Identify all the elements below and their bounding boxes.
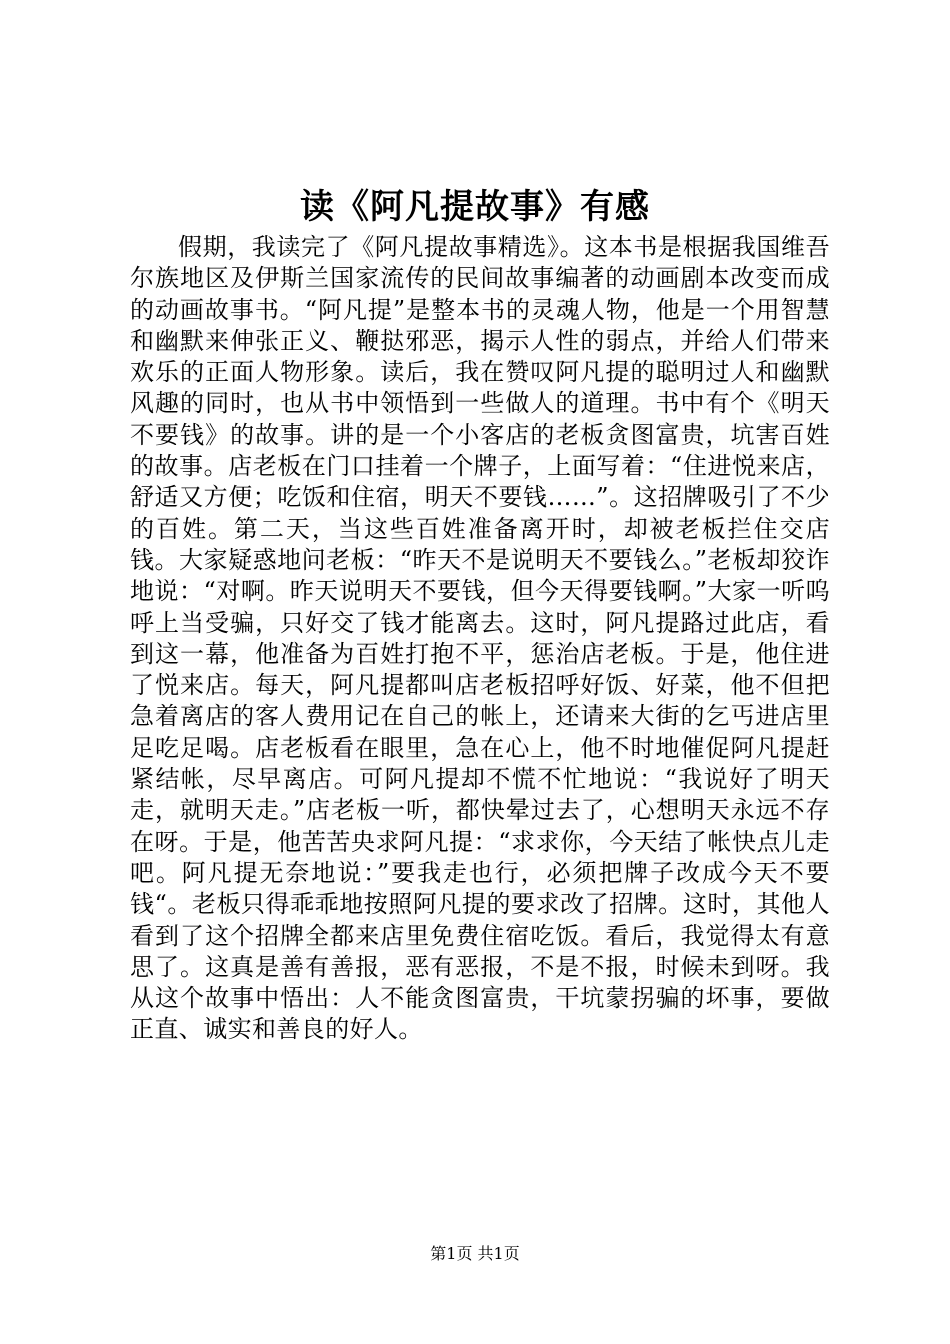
page-footer: 第1页 共1页: [430, 1244, 520, 1263]
document-body-paragraph: 假期，我读完了《阿凡提故事精选》。这本书是根据我国维吾尔族地区及伊斯兰国家流传的民间故事编著的动画剧本改变而成的动画故事书。“阿凡提”是整本书的灵魂人物，他是一个用智慧和幽默来伸张正义、鞭挞邪恶，揭示人性的弱点，并给人们带来欢乐的正面人物形象。读后，我在赞叹阿凡提的聪明过人和幽默风趣的同时，也从书中领悟到一些做人的道理。书中有个《明天不要钱》的故事。讲的是一个小客店的老板贪图富贵，坑害百姓的故事。店老板在门口挂着一个牌子，上面写着：“住进悦来店，舒适又方便；吃饭和住宿，明天不要钱……”。这招牌吸引了不少的百姓。第二天，当这些百姓准备离开时，却被老板拦住交店钱。大家疑惑地问老板：“昨天不是说明天不要钱么。”老板却狡诈地说：“对啊。昨天说明天不要钱，但今天得要钱啊。”大家一听呜呼上当受骗，只好交了钱才能离去。这时，阿凡提路过此店，看到这一幕，他准备为百姓打抱不平，惩治店老板。于是，他住进了悦来店。每天，阿凡提都叫店老板招呼好饭、好菜，他不但把急着离店的客人费用记在自己的帐上，还请来大街的乞丐进店里足吃足喝。店老板看在眼里，急在心上，他不时地催促阿凡提赶紧结帐，尽早离店。可阿凡提却不慌不忙地说：“我说好了明天走，就明天走。”店老板一听，都快晕过去了，心想明天永远不存在呀。于是，他苦苦央求阿凡提：“求求你，今天结了帐快点儿走吧。阿凡提无奈地说：”要我走也行，必须把牌子改成今天不要钱“。老板只得乖乖地按照阿凡提的要求改了招牌。这时，其他人看到了这个招牌全都来店里免费住宿吃饭。看后，我觉得太有意思了。这真是善有善报，恶有恶报，不是不报，时候未到呀。我从这个故事中悟出：人不能贪图富贵，干坑蒙拐骗的坏事，要做正直、诚实和善良的好人。: [130, 233, 830, 1044]
document-title: 读《阿凡提故事》有感: [300, 187, 650, 227]
